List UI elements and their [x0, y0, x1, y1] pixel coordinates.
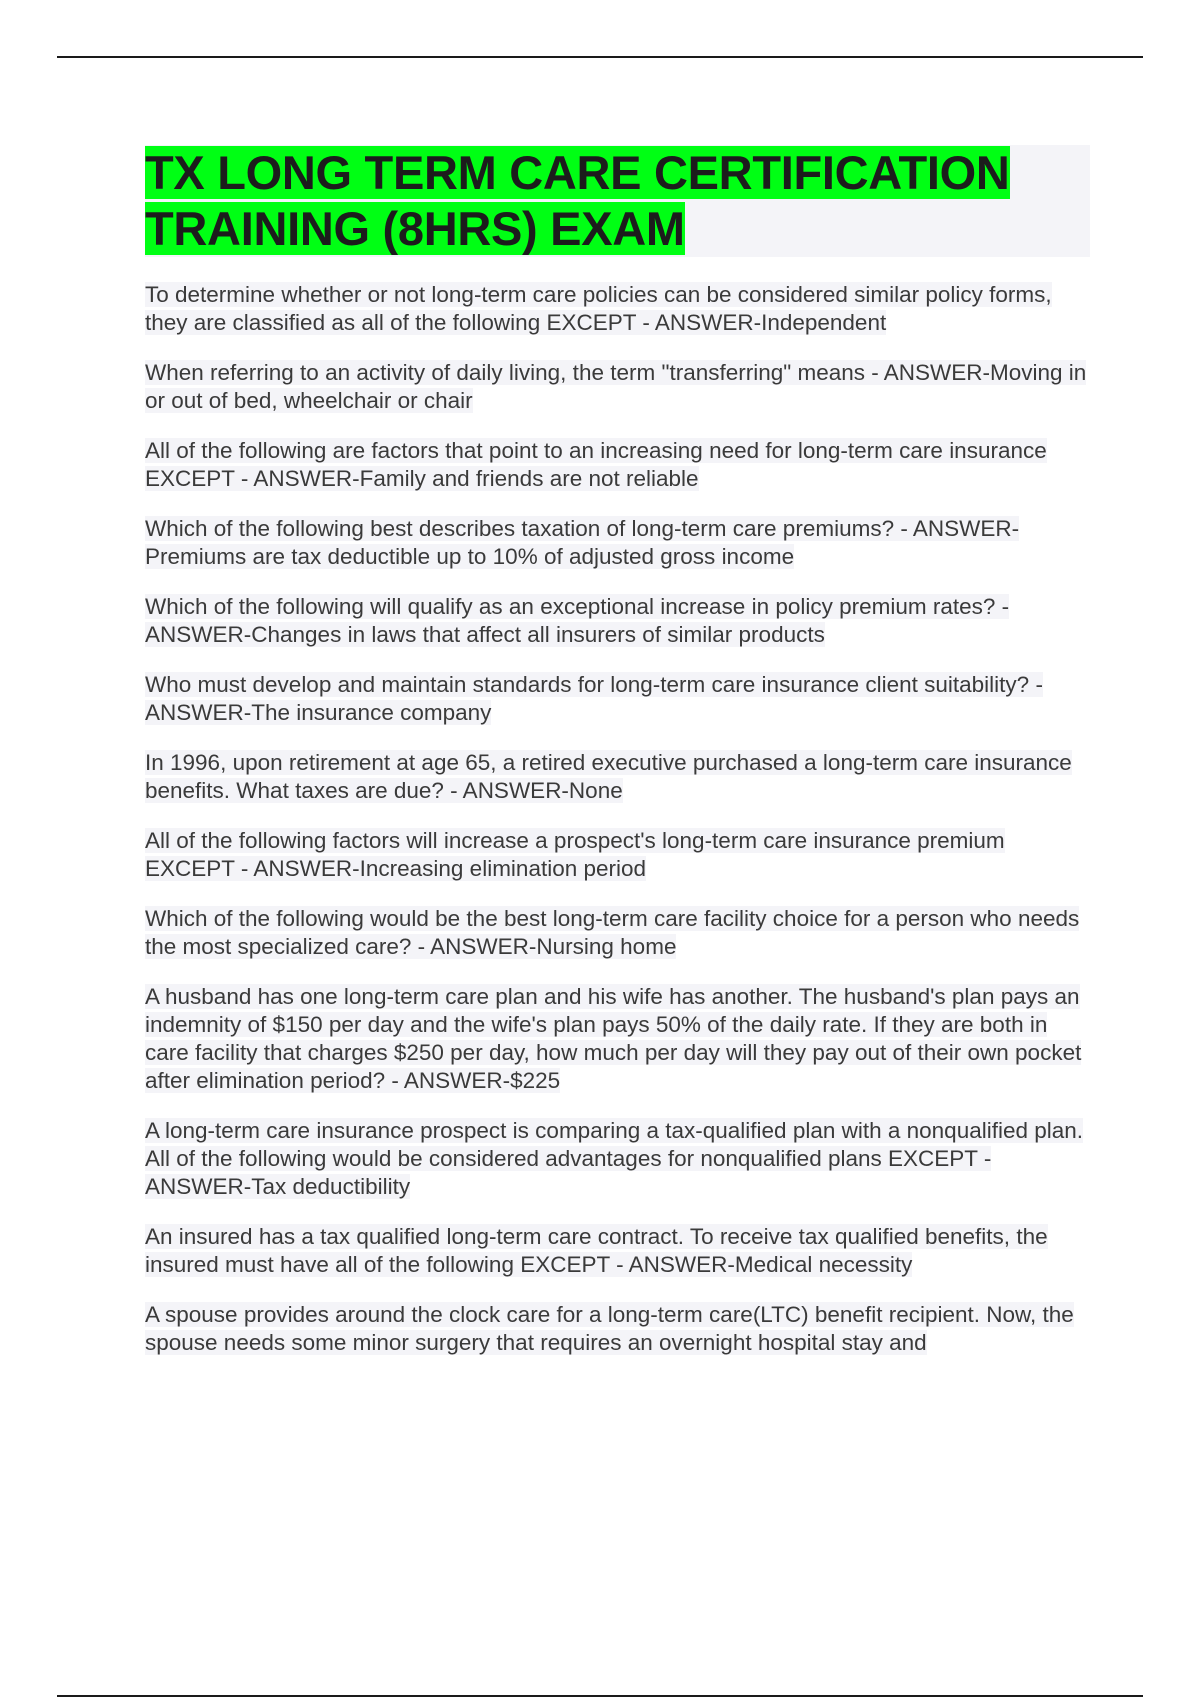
title-block [145, 145, 1090, 257]
qa-text: A spouse provides around the clock care for a long-term care(LTC) benefit recipient. Now, the spouse needs some minor surgery that requires an overnight hospital stay and [145, 1302, 1074, 1355]
qa-text: An insured has a tax qualified long-term care contract. To receive tax qualified benefits, the insured must have all of the following EXCEPT - ANSWER-Medical necessity [145, 1224, 1048, 1277]
qa-item [145, 1301, 1090, 1357]
page-title [145, 145, 1090, 257]
qa-text: To determine whether or not long-term care policies can be considered similar policy forms, they are classified as all of the following EXCEPT - ANSWER-Independent [145, 282, 1052, 335]
qa-list [145, 281, 1090, 1357]
qa-text: All of the following are factors that point to an increasing need for long-term care insurance EXCEPT - ANSWER-Family and friends are not reliable [145, 438, 1047, 491]
qa-item [145, 593, 1090, 649]
bottom-rule [57, 1695, 1143, 1697]
qa-item [145, 1223, 1090, 1279]
qa-item [145, 827, 1090, 883]
qa-text: Which of the following would be the best long-term care facility choice for a person who needs the most specialized care? - ANSWER-Nursing home [145, 906, 1080, 959]
top-rule [57, 56, 1143, 58]
qa-item [145, 749, 1090, 805]
qa-item [145, 281, 1090, 337]
qa-item [145, 437, 1090, 493]
qa-text: When referring to an activity of daily living, the term "transferring" means - ANSWER-Moving in or out of bed, wheelchair or chair [145, 360, 1087, 413]
qa-text: Which of the following best describes taxation of long-term care premiums? - ANSWER-Premiums are tax deductible up to 10% of adjusted gross income [145, 516, 1020, 569]
qa-text: Which of the following will qualify as an exceptional increase in policy premium rates? - ANSWER-Changes in laws that affect all insurers of similar products [145, 594, 1010, 647]
qa-item [145, 905, 1090, 961]
title-highlight: TX LONG TERM CARE CERTIFICATION TRAINING (8HRS) EXAM [145, 146, 1010, 255]
qa-item [145, 515, 1090, 571]
qa-text: Who must develop and maintain standards for long-term care insurance client suitability? - ANSWER-The insurance company [145, 672, 1043, 725]
qa-text: A long-term care insurance prospect is comparing a tax-qualified plan with a nonqualified plan. All of the following would be considered advantages for nonqualified plans EXCEPT - ANSWER-Tax deductibility [145, 1118, 1084, 1199]
qa-item [145, 359, 1090, 415]
qa-item [145, 1117, 1090, 1201]
qa-item [145, 671, 1090, 727]
qa-item [145, 983, 1090, 1095]
qa-text: All of the following factors will increase a prospect's long-term care insurance premium EXCEPT - ANSWER-Increasing elimination period [145, 828, 1005, 881]
qa-text: In 1996, upon retirement at age 65, a retired executive purchased a long-term care insurance benefits. What taxes are due? - ANSWER-None [145, 750, 1072, 803]
document-page [145, 145, 1090, 1379]
qa-text: A husband has one long-term care plan and his wife has another. The husband's plan pays an indemnity of $150 per day and the wife's plan pays 50% of the daily rate. If they are both in care facility that charges $250 per day, how much per day will they pay out of their own pocket after elimination period? - ANSWER-$225 [145, 984, 1082, 1093]
